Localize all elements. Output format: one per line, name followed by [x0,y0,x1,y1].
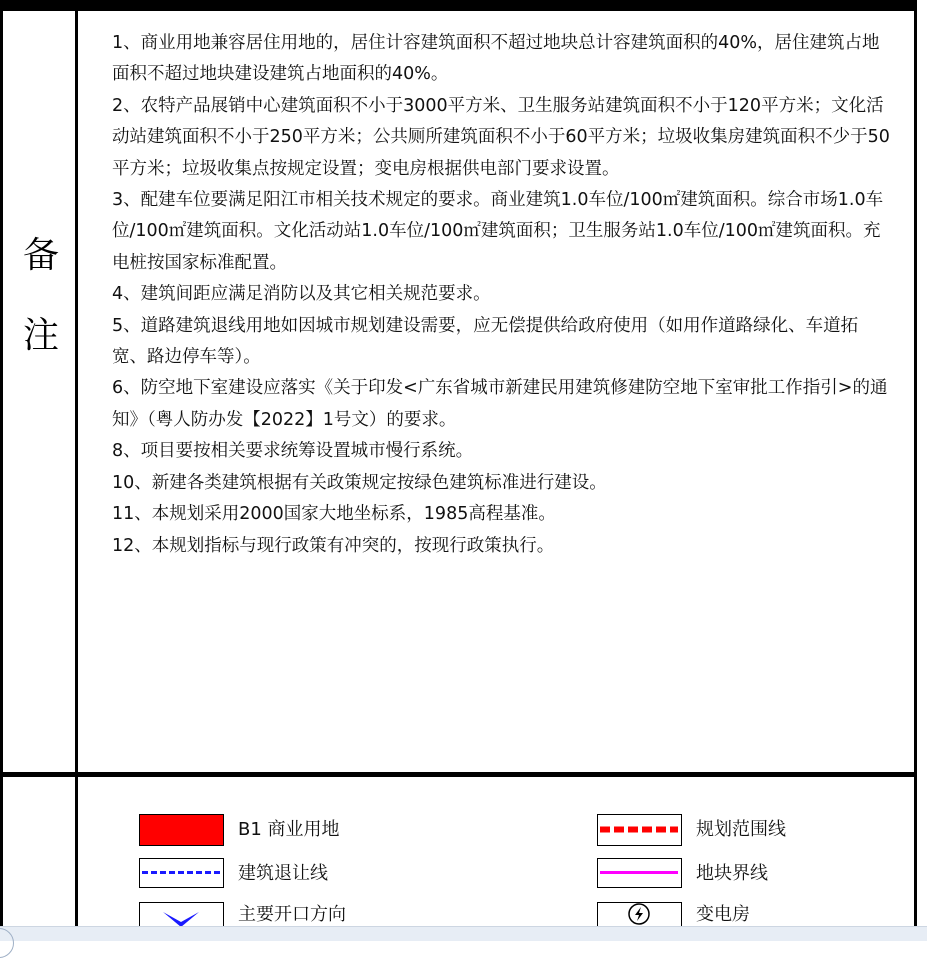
note-item: 11、本规划采用2000国家大地坐标系，1985高程基准。 [112,504,556,525]
note-item: 4、建筑间距应满足消防以及其它相关规范要求。 [112,284,491,305]
note-item: 10、新建各类建筑根据有关政策规定按绿色建筑标准进行建设。 [112,472,607,493]
planning-boundary-line-icon [598,815,680,844]
building-setback-line-icon [140,859,222,886]
remarks-notes [112,28,892,562]
parcel-boundary-line [597,858,682,888]
remarks-label-char: 注 [22,315,59,356]
remarks-label-char: 备 [22,235,59,276]
note-item: 2、农特产品展销中心建筑面积不小于3000平方米、卫生服务站建筑面积不小于120平方米；文化活动站建筑面积不小于250平方米；公共厕所建筑面积不小于60平方米；垃圾收集房建筑面积不少于50平方米；垃圾收集点按规定设置；变电房根据供电部门要求设置。 [112,95,890,179]
building-setback-line [139,858,224,888]
legend-label: 地块界线 [696,863,768,884]
note-item: 3、配建车位要满足阳江市相关技术规定的要求。商业建筑1.0车位/100㎡建筑面积。综合市场1.0车位/100㎡建筑面积。文化活动站1.0车位/100㎡建筑面积；卫生服务站1.0车位/100㎡建筑面积。充电桩按国家标准配置。 [112,190,884,273]
note-item: 6、防空地下室建设应落实《关于印发<广东省城市新建民用建筑修建防空地下室审批工作指引>的通知》（粤人防办发【2022】1号文）的要求。 [112,378,888,430]
note-item: 12、本规划指标与现行政策有冲突的，按现行政策执行。 [112,535,555,556]
legend-label: B1 商业用地 [238,819,340,840]
table-right-border [914,0,917,926]
legend-label: 主要开口方向 [238,904,346,925]
remarks-label [6,10,76,775]
viewer-bottom-bar [0,926,927,941]
table-left-border [0,0,3,926]
note-item: 1、商业用地兼容居住用地的，居住计容建筑面积不超过地块总计容建筑面积的40%，居住建筑占地面积不超过地块建设建筑占地面积的40%。 [112,33,880,85]
table-row-divider [0,772,917,777]
legend-label: 建筑退让线 [238,863,328,884]
planning-boundary-line [597,814,682,846]
commercial-land-swatch [139,814,224,846]
legend-label: 变电房 [696,904,750,925]
note-item: 8、项目要按相关要求统筹设置城市慢行系统。 [112,441,474,462]
table-top-border [0,0,917,11]
note-item: 5、道路建筑退线用地如因城市规划建设需要，应无偿提供给政府使用（如用作道路绿化、车道拓宽、路边停车等）。 [112,315,859,368]
parcel-boundary-line-icon [598,859,680,886]
legend-label: 规划范围线 [696,819,786,840]
